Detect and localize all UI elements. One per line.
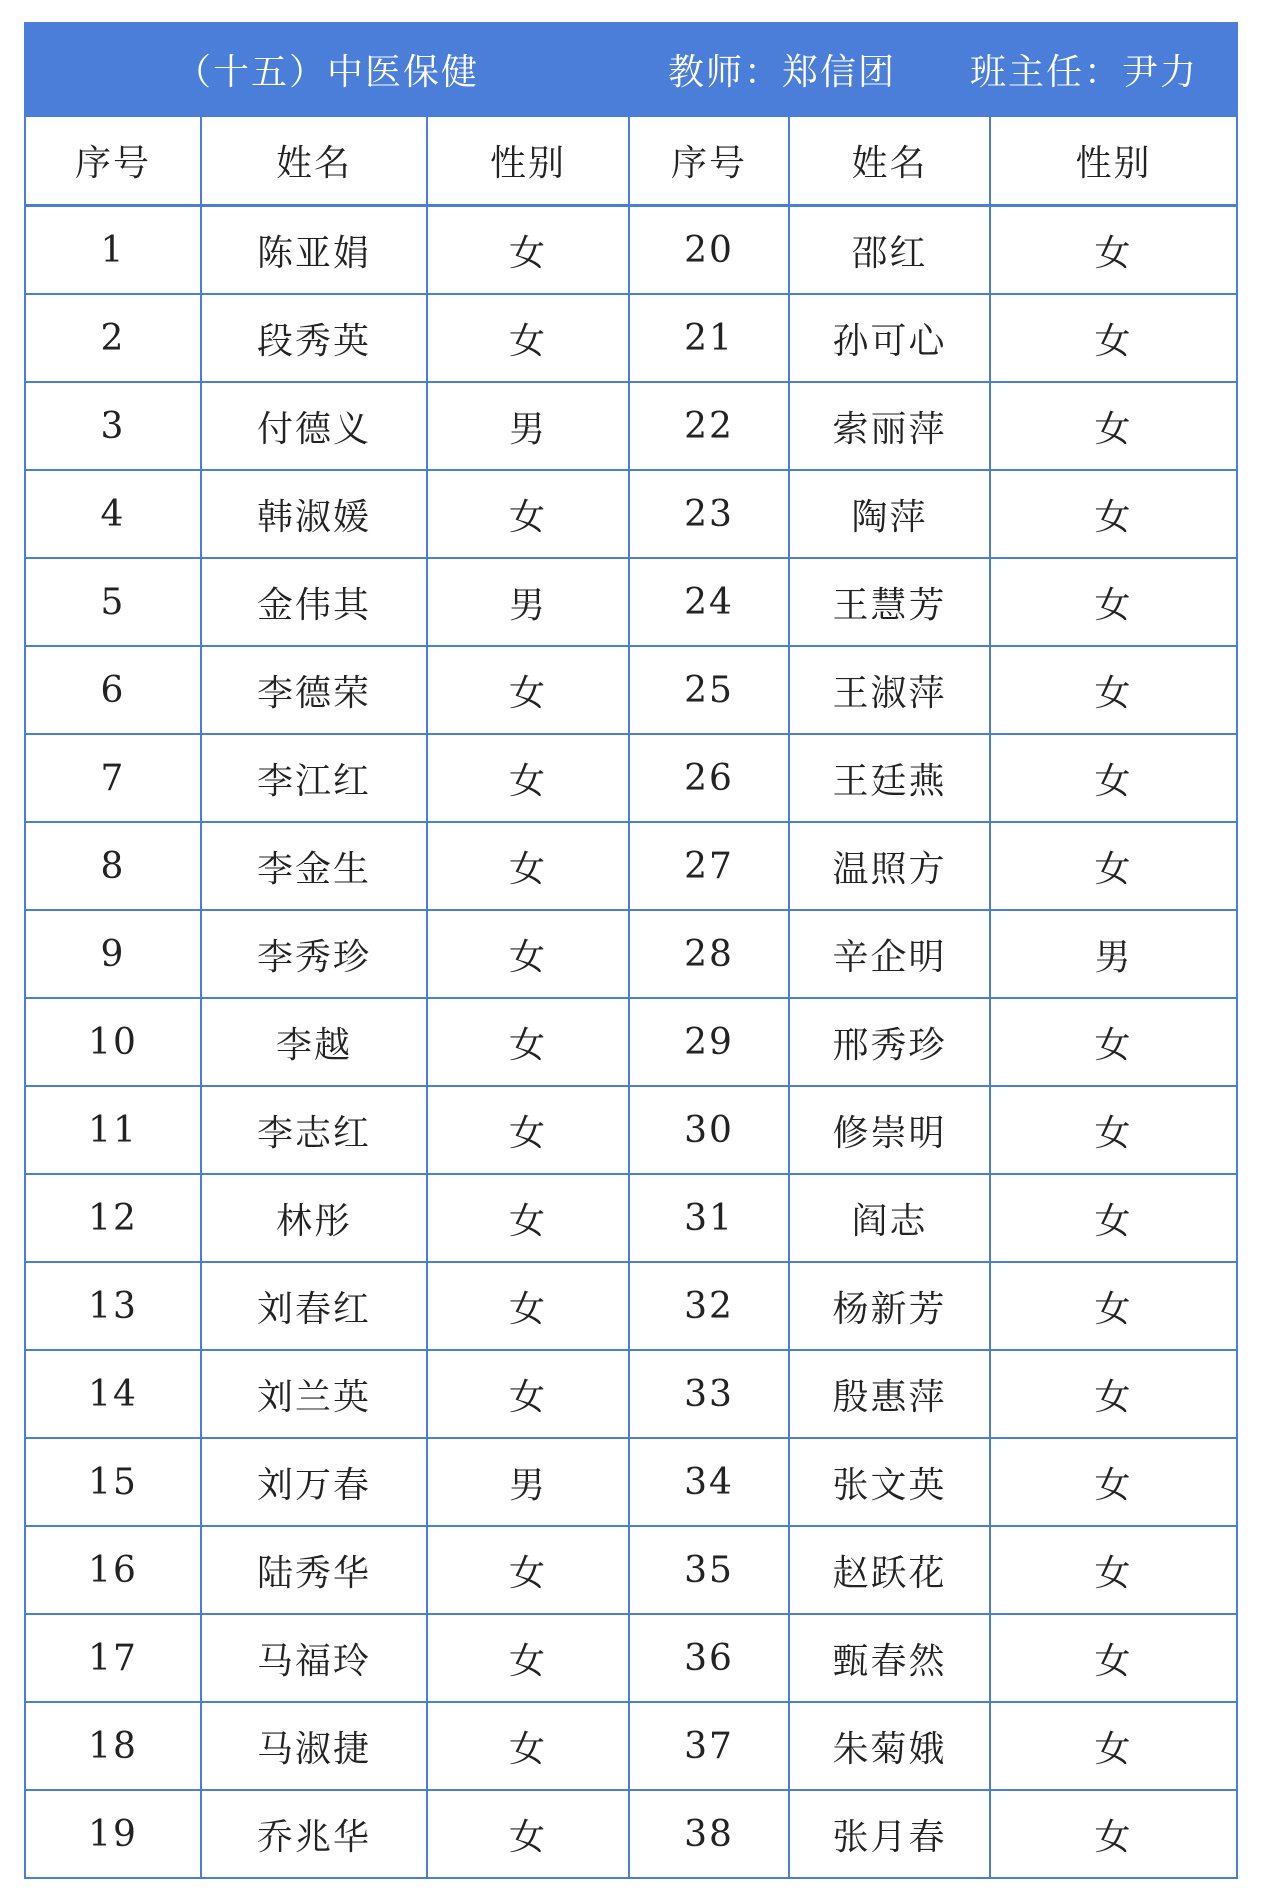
right-gender-cell: 女 — [990, 646, 1237, 734]
table-row — [25, 998, 1237, 1086]
right-no-cell: 31 — [629, 1174, 789, 1262]
right-no-cell: 22 — [629, 382, 789, 470]
left-no-cell: 6 — [25, 646, 201, 734]
left-no-cell: 2 — [25, 294, 201, 382]
table-row — [25, 382, 1237, 470]
left-name-cell: 付德义 — [201, 382, 427, 470]
right-gender-cell: 女 — [990, 734, 1237, 822]
right-name-cell: 王淑萍 — [789, 646, 990, 734]
header-left-name: 姓名 — [201, 116, 427, 206]
right-name-cell: 张月春 — [789, 1790, 990, 1878]
left-no-cell: 3 — [25, 382, 201, 470]
right-no-cell: 24 — [629, 558, 789, 646]
right-name-cell: 孙可心 — [789, 294, 990, 382]
left-name-cell: 李志红 — [201, 1086, 427, 1174]
right-gender-cell: 女 — [990, 998, 1237, 1086]
header-left-no: 序号 — [25, 116, 201, 206]
left-gender-cell: 女 — [427, 1790, 629, 1878]
left-name-cell: 马福玲 — [201, 1614, 427, 1702]
left-no-cell: 10 — [25, 998, 201, 1086]
left-name-cell: 林彤 — [201, 1174, 427, 1262]
right-gender-cell: 女 — [990, 822, 1237, 910]
left-no-cell: 17 — [25, 1614, 201, 1702]
left-gender-cell: 女 — [427, 206, 629, 295]
right-name-cell: 邢秀珍 — [789, 998, 990, 1086]
right-name-cell: 甄春然 — [789, 1614, 990, 1702]
right-name-cell: 王廷燕 — [789, 734, 990, 822]
right-name-cell: 陶萍 — [789, 470, 990, 558]
left-name-cell: 李秀珍 — [201, 910, 427, 998]
left-gender-cell: 女 — [427, 1702, 629, 1790]
right-gender-cell: 女 — [990, 558, 1237, 646]
left-no-cell: 19 — [25, 1790, 201, 1878]
teacher-label: 教师：郑信团 — [668, 52, 897, 93]
right-name-cell: 邵红 — [789, 206, 990, 295]
head-teacher-label: 班主任：尹力 — [970, 52, 1199, 93]
left-no-cell: 9 — [25, 910, 201, 998]
table-row — [25, 1790, 1237, 1878]
left-gender-cell: 男 — [427, 382, 629, 470]
right-name-cell: 殷惠萍 — [789, 1350, 990, 1438]
table-row — [25, 558, 1237, 646]
left-name-cell: 乔兆华 — [201, 1790, 427, 1878]
left-name-cell: 马淑捷 — [201, 1702, 427, 1790]
left-gender-cell: 女 — [427, 734, 629, 822]
left-no-cell: 4 — [25, 470, 201, 558]
left-gender-cell: 女 — [427, 1174, 629, 1262]
right-gender-cell: 女 — [990, 1614, 1237, 1702]
table-row — [25, 1614, 1237, 1702]
left-name-cell: 韩淑媛 — [201, 470, 427, 558]
right-gender-cell: 女 — [990, 1350, 1237, 1438]
table-row — [25, 1086, 1237, 1174]
left-gender-cell: 女 — [427, 646, 629, 734]
left-gender-cell: 男 — [427, 1438, 629, 1526]
right-gender-cell: 女 — [990, 1174, 1237, 1262]
right-no-cell: 36 — [629, 1614, 789, 1702]
right-name-cell: 索丽萍 — [789, 382, 990, 470]
table-row — [25, 1526, 1237, 1614]
table-row — [25, 1702, 1237, 1790]
left-gender-cell: 女 — [427, 998, 629, 1086]
right-name-cell: 辛企明 — [789, 910, 990, 998]
right-gender-cell: 男 — [990, 910, 1237, 998]
roster-body — [25, 206, 1237, 1879]
right-gender-cell: 女 — [990, 206, 1237, 295]
left-name-cell: 金伟其 — [201, 558, 427, 646]
left-no-cell: 12 — [25, 1174, 201, 1262]
right-name-cell: 朱菊娥 — [789, 1702, 990, 1790]
left-name-cell: 李金生 — [201, 822, 427, 910]
right-gender-cell: 女 — [990, 1262, 1237, 1350]
right-no-cell: 29 — [629, 998, 789, 1086]
left-no-cell: 15 — [25, 1438, 201, 1526]
left-no-cell: 8 — [25, 822, 201, 910]
right-no-cell: 28 — [629, 910, 789, 998]
left-no-cell: 11 — [25, 1086, 201, 1174]
header-left-gender: 性别 — [427, 116, 629, 206]
left-gender-cell: 女 — [427, 294, 629, 382]
column-header-row — [25, 116, 1237, 206]
left-gender-cell: 女 — [427, 470, 629, 558]
left-no-cell: 14 — [25, 1350, 201, 1438]
left-gender-cell: 女 — [427, 1086, 629, 1174]
left-name-cell: 刘春红 — [201, 1262, 427, 1350]
right-no-cell: 37 — [629, 1702, 789, 1790]
right-no-cell: 32 — [629, 1262, 789, 1350]
right-name-cell: 赵跃花 — [789, 1526, 990, 1614]
title-bar — [25, 23, 1237, 116]
right-no-cell: 30 — [629, 1086, 789, 1174]
left-no-cell: 16 — [25, 1526, 201, 1614]
left-name-cell: 段秀英 — [201, 294, 427, 382]
left-no-cell: 18 — [25, 1702, 201, 1790]
table-row — [25, 822, 1237, 910]
right-no-cell: 25 — [629, 646, 789, 734]
right-no-cell: 23 — [629, 470, 789, 558]
table-row — [25, 294, 1237, 382]
left-name-cell: 刘万春 — [201, 1438, 427, 1526]
left-no-cell: 13 — [25, 1262, 201, 1350]
left-no-cell: 5 — [25, 558, 201, 646]
right-gender-cell: 女 — [990, 1526, 1237, 1614]
right-no-cell: 33 — [629, 1350, 789, 1438]
right-gender-cell: 女 — [990, 470, 1237, 558]
right-no-cell: 34 — [629, 1438, 789, 1526]
table-row — [25, 1350, 1237, 1438]
left-name-cell: 陈亚娟 — [201, 206, 427, 295]
left-gender-cell: 男 — [427, 558, 629, 646]
right-gender-cell: 女 — [990, 1790, 1237, 1878]
left-gender-cell: 女 — [427, 1262, 629, 1350]
left-name-cell: 李越 — [201, 998, 427, 1086]
left-gender-cell: 女 — [427, 910, 629, 998]
table-row — [25, 734, 1237, 822]
right-name-cell: 温照方 — [789, 822, 990, 910]
left-no-cell: 1 — [25, 206, 201, 295]
right-name-cell: 张文英 — [789, 1438, 990, 1526]
table-row — [25, 1174, 1237, 1262]
table-row — [25, 206, 1237, 295]
left-no-cell: 7 — [25, 734, 201, 822]
table-row — [25, 646, 1237, 734]
left-gender-cell: 女 — [427, 1526, 629, 1614]
right-no-cell: 20 — [629, 206, 789, 295]
left-gender-cell: 女 — [427, 1350, 629, 1438]
header-right-name: 姓名 — [789, 116, 990, 206]
table-row — [25, 910, 1237, 998]
left-gender-cell: 女 — [427, 1614, 629, 1702]
right-name-cell: 修崇明 — [789, 1086, 990, 1174]
right-no-cell: 21 — [629, 294, 789, 382]
right-gender-cell: 女 — [990, 294, 1237, 382]
right-gender-cell: 女 — [990, 382, 1237, 470]
right-gender-cell: 女 — [990, 1086, 1237, 1174]
header-right-no: 序号 — [629, 116, 789, 206]
left-gender-cell: 女 — [427, 822, 629, 910]
right-name-cell: 杨新芳 — [789, 1262, 990, 1350]
left-name-cell: 李德荣 — [201, 646, 427, 734]
right-gender-cell: 女 — [990, 1438, 1237, 1526]
right-no-cell: 27 — [629, 822, 789, 910]
right-name-cell: 王慧芳 — [789, 558, 990, 646]
left-name-cell: 李江红 — [201, 734, 427, 822]
left-name-cell: 刘兰英 — [201, 1350, 427, 1438]
right-name-cell: 阎志 — [789, 1174, 990, 1262]
right-no-cell: 38 — [629, 1790, 789, 1878]
right-no-cell: 35 — [629, 1526, 789, 1614]
table-row — [25, 1438, 1237, 1526]
right-gender-cell: 女 — [990, 1702, 1237, 1790]
class-roster-table — [24, 22, 1238, 1879]
right-no-cell: 26 — [629, 734, 789, 822]
left-name-cell: 陆秀华 — [201, 1526, 427, 1614]
table-row — [25, 470, 1237, 558]
header-right-gender: 性别 — [990, 116, 1237, 206]
table-row — [25, 1262, 1237, 1350]
staff-info — [629, 23, 1237, 116]
class-name-title: （十五）中医保健 — [25, 23, 629, 116]
